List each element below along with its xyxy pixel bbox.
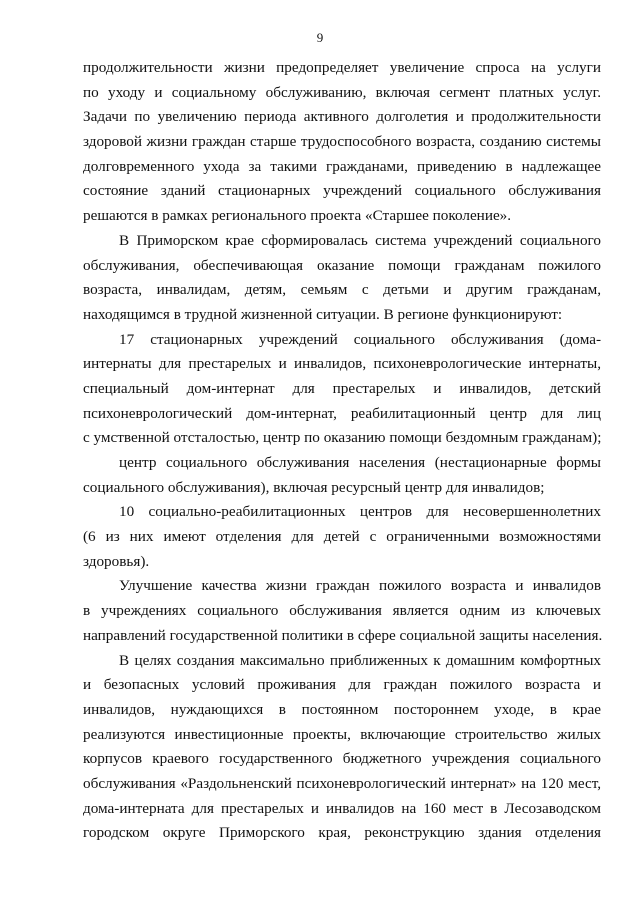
text-line: возраста, инвалидам, детям, семьям с детьми и другим гражданам, (83, 281, 601, 299)
page-number: 9 (316, 30, 324, 45)
text-line: городском округе Приморского края, реконструкцию здания отделения (83, 824, 601, 842)
text-line: В Приморском крае сформировалась система учреждений социального (119, 231, 601, 249)
text-line: 10 социально-реабилитационных центров для несовершеннолетних (119, 503, 601, 521)
text-line: социального обслуживания), включая ресурсный центр для инвалидов; (83, 478, 545, 496)
text-line: с умственной отсталостью, центр по оказанию помощи бездомным гражданам); (83, 429, 602, 447)
paragraph (83, 649, 601, 847)
text-line: инвалидов, нуждающихся в постоянном постороннем уходе, в крае (83, 700, 601, 718)
text-line: Улучшение качества жизни граждан пожилого возраста и инвалидов (119, 577, 601, 595)
text-line: в учреждениях социального обслуживания является одним из ключевых (83, 602, 601, 620)
body-text (83, 56, 601, 846)
text-line: Задачи по увеличению периода активного долголетия и продолжительности (83, 108, 601, 126)
text-line: обслуживания «Раздольненский психоневрологический интернат» на 120 мест, (83, 774, 601, 792)
paragraph (83, 56, 601, 229)
text-line: и безопасных условий проживания для граждан пожилого возраста и (83, 676, 601, 694)
text-line: здоровья). (83, 552, 150, 570)
text-line: направлений государственной политики в сфере социальной защиты населения. (83, 626, 603, 644)
text-line: В целях создания максимально приближенных к домашним комфортных (119, 651, 601, 669)
text-line: интернаты для престарелых и инвалидов, психоневрологические интернаты, (83, 355, 601, 373)
text-line: по уходу и социальному обслуживанию, включая сегмент платных услуг. (83, 83, 601, 101)
text-line: дома-интерната для престарелых и инвалидов на 160 мест в Лесозаводском (83, 799, 601, 817)
text-line: находящимся в трудной жизненной ситуации. В регионе функционируют: (83, 305, 563, 323)
text-line: корпусов краевого государственного бюджетного учреждения социального (83, 750, 601, 768)
text-line: обслуживания, обеспечивающая оказание помощи гражданам пожилого (83, 256, 601, 274)
text-line: состояние зданий стационарных учреждений социального обслуживания (83, 182, 601, 200)
text-line: реализуются инвестиционные проекты, включающие строительство жилых (83, 725, 601, 743)
text-line: центр социального обслуживания населения (нестационарные формы (119, 454, 601, 471)
text-line: долговременного ухода за такими гражданами, приведению в надлежащее (83, 157, 601, 175)
paragraph (83, 574, 601, 648)
paragraph (83, 500, 601, 574)
paragraph (83, 451, 601, 500)
paragraph (83, 229, 601, 328)
text-line: (6 из них имеют отделения для детей с ограниченными возможностями (83, 528, 601, 546)
text-line: психоневрологический дом-интернат, реабилитационный центр для лиц (83, 404, 601, 422)
text-line: продолжительности жизни предопределяет увеличение спроса на услуги (83, 59, 601, 76)
text-line: специальный дом-интернат для престарелых и инвалидов, детский (83, 379, 601, 397)
text-line: здоровой жизни граждан старше трудоспособного возраста, созданию системы (83, 133, 601, 151)
paragraph (83, 328, 601, 451)
text-line: решаются в рамках регионального проекта «Старшее поколение». (83, 207, 512, 225)
text-line: 17 стационарных учреждений социального обслуживания (дома- (119, 330, 601, 348)
